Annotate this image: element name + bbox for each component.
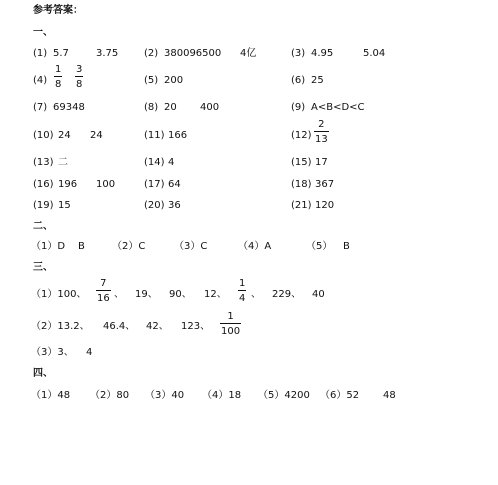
q3-label: (3) — [291, 48, 306, 59]
q3-answer-b: 5.04 — [363, 48, 386, 59]
q6-answer: 25 — [311, 75, 324, 86]
q18-label: (18) — [291, 179, 312, 190]
q10-answer-a: 24 — [58, 130, 71, 141]
s3-q1-sep-b: 、 — [251, 289, 261, 300]
s3-q1-answer-b: 19、 — [135, 289, 158, 300]
q7-label: (7) — [33, 102, 48, 113]
q4-fraction-a — [54, 64, 62, 90]
q12-label: (12) — [291, 130, 312, 141]
s3-q2-answer-b: 46.4、 — [103, 321, 136, 332]
fraction-bar — [75, 76, 83, 77]
s2-answer-1: （1）D — [31, 241, 66, 252]
q17-answer: 64 — [168, 179, 181, 190]
fraction-numerator: 1 — [239, 278, 246, 289]
s3-q1-answer-d: 12、 — [204, 289, 227, 300]
fraction-numerator: 7 — [100, 278, 107, 289]
q21-answer: 120 — [315, 200, 335, 211]
q11-label: (11) — [144, 130, 165, 141]
q17-label: (17) — [144, 179, 165, 190]
q10-answer-b: 24 — [90, 130, 103, 141]
fraction-bar — [220, 323, 241, 324]
fraction-denominator: 100 — [221, 326, 241, 337]
s2-answer-1b: B — [78, 241, 85, 252]
fraction-denominator: 8 — [76, 79, 83, 90]
fraction-bar — [96, 290, 111, 291]
q9-label: (9) — [291, 102, 306, 113]
answer-heading: 参考答案： — [33, 5, 83, 16]
q1-answer-b: 3.75 — [96, 48, 119, 59]
fraction-numerator: 1 — [227, 311, 234, 322]
s4-answer-4: （4）18 — [202, 390, 242, 401]
q9-answer: A<B<D<C — [311, 102, 365, 113]
q16-answer-b: 100 — [96, 179, 116, 190]
q7-answer: 69348 — [53, 102, 85, 113]
s3-q1-sep-a: 、 — [114, 289, 124, 300]
q20-answer: 36 — [168, 200, 181, 211]
q8-answer-b: 400 — [200, 102, 220, 113]
fraction-denominator: 8 — [55, 79, 62, 90]
q4-label: (4) — [33, 75, 48, 86]
q11-answer: 166 — [168, 130, 188, 141]
fraction-denominator: 13 — [315, 134, 328, 145]
s2-answer-4: （4）A — [238, 241, 272, 252]
q14-label: (14) — [144, 157, 165, 168]
s2-answer-5b: B — [343, 241, 350, 252]
s4-answer-6b: 48 — [383, 390, 396, 401]
q13-answer: 二 — [58, 157, 68, 168]
section-2-title: 二、 — [33, 221, 53, 232]
q21-label: (21) — [291, 200, 312, 211]
q5-label: (5) — [144, 75, 159, 86]
s3-q2-answer-d: 123、 — [181, 321, 211, 332]
s3-q2-fraction — [220, 311, 241, 337]
s2-answer-3: （3）C — [174, 241, 208, 252]
s3-q1-answer-e: 229、 — [272, 289, 302, 300]
q8-label: (8) — [144, 102, 159, 113]
q20-label: (20) — [144, 200, 165, 211]
s4-answer-2: （2）80 — [90, 390, 130, 401]
q15-answer: 17 — [315, 157, 328, 168]
q15-label: (15) — [291, 157, 312, 168]
q19-label: (19) — [33, 200, 54, 211]
q4-fraction-b — [75, 64, 83, 90]
q2-label: (2) — [144, 48, 159, 59]
q18-answer: 367 — [315, 179, 335, 190]
q16-label: (16) — [33, 179, 54, 190]
q12-fraction — [314, 119, 329, 145]
q13-label: (13) — [33, 157, 54, 168]
q2-answer-a: 380096500 — [164, 48, 222, 59]
q10-label: (10) — [33, 130, 54, 141]
q1-label: (1) — [33, 48, 48, 59]
section-4-title: 四、 — [33, 368, 53, 379]
q8-answer-a: 20 — [164, 102, 177, 113]
fraction-numerator: 3 — [76, 64, 83, 75]
s4-answer-6: （6）52 — [320, 390, 360, 401]
fraction-numerator: 2 — [318, 119, 325, 130]
s3-q3-answer-b: 4 — [86, 347, 93, 358]
s4-answer-3: （3）40 — [145, 390, 185, 401]
fraction-denominator: 4 — [239, 293, 246, 304]
s3-q1-fraction-a — [96, 278, 111, 304]
q19-answer: 15 — [58, 200, 71, 211]
s4-answer-5: （5）4200 — [258, 390, 310, 401]
section-1-title: 一、 — [33, 27, 53, 38]
q1-answer-a: 5.7 — [53, 48, 69, 59]
s3-q3-label: （3）3、 — [31, 347, 74, 358]
s2-answer-5: （5） — [306, 241, 333, 252]
section-3-title: 三、 — [33, 262, 53, 273]
s4-answer-1: （1）48 — [31, 390, 71, 401]
q6-label: (6) — [291, 75, 306, 86]
q2-answer-b: 4亿 — [240, 48, 257, 59]
s2-answer-2: （2）C — [112, 241, 146, 252]
fraction-bar — [314, 131, 329, 132]
s3-q1-label: （1）100、 — [31, 289, 87, 300]
fraction-denominator: 16 — [97, 293, 110, 304]
s3-q1-answer-f: 40 — [312, 289, 325, 300]
q3-answer-a: 4.95 — [311, 48, 334, 59]
s3-q1-answer-c: 90、 — [169, 289, 192, 300]
q16-answer-a: 196 — [58, 179, 78, 190]
fraction-bar — [54, 76, 62, 77]
s3-q1-fraction-b — [238, 278, 246, 304]
s3-q2-label: （2）13.2、 — [31, 321, 90, 332]
q14-answer: 4 — [168, 157, 175, 168]
fraction-bar — [238, 290, 246, 291]
s3-q2-answer-c: 42、 — [146, 321, 169, 332]
fraction-numerator: 1 — [55, 64, 62, 75]
q5-answer: 200 — [164, 75, 184, 86]
